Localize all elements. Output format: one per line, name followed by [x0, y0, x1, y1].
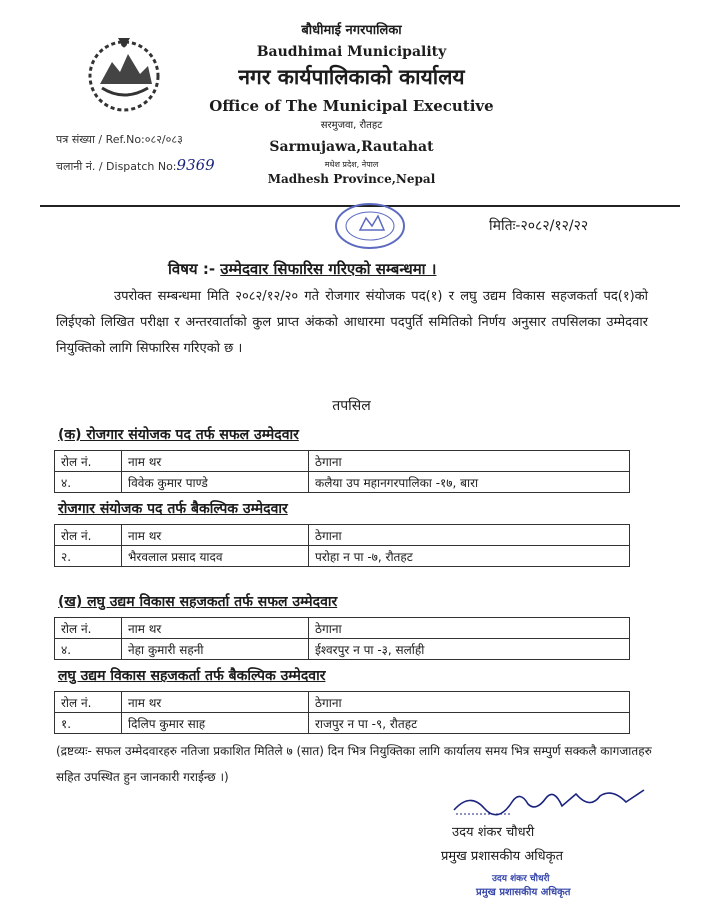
- cell-name: नेहा कुमारी सहनी: [122, 639, 309, 660]
- candidate-table-kha-success: [54, 617, 630, 660]
- handwritten-signature: [450, 782, 650, 818]
- dispatch-number: [56, 156, 215, 174]
- cell-name: विवेक कुमार पाण्डे: [122, 472, 309, 493]
- dispatch-label: चलानी नं. / Dispatch No:: [56, 160, 177, 173]
- cell-roll: ४.: [55, 472, 122, 493]
- header-name: नाम थर: [122, 692, 309, 713]
- office-name-en: Office of The Municipal Executive: [209, 97, 494, 115]
- header-roll: रोल नं.: [55, 525, 122, 546]
- office-stamp-icon: [332, 200, 408, 252]
- office-name-np: नगर कार्यपालिकाको कार्यालय: [238, 65, 465, 89]
- header-roll: रोल नं.: [55, 451, 122, 472]
- candidate-table-ka-alternate: [54, 524, 630, 567]
- section-title-kha-alternate: लघु उद्यम विकास सहजकर्ता तर्फ बैकल्पिक उम्मेदवार: [58, 668, 326, 684]
- section-title-ka-alternate: रोजगार संयोजक पद तर्फ बैकल्पिक उम्मेदवार: [58, 501, 288, 517]
- cell-name: दिलिप कुमार साह: [122, 713, 309, 734]
- section-title-ka-success: (क) रोजगार संयोजक पद तर्फ सफल उम्मेदवार: [58, 427, 299, 443]
- header-name: नाम थर: [122, 618, 309, 639]
- header-roll: रोल नं.: [55, 618, 122, 639]
- address-np: सरमुजवा, रौतहट: [320, 120, 383, 131]
- cell-address: राजपुर न पा -९, रौतहट: [309, 713, 630, 734]
- subject-text: उम्मेदवार सिफारिस गरिएको सम्बन्धमा ।: [220, 260, 437, 278]
- header-name: नाम थर: [122, 451, 309, 472]
- table-header-row: [55, 525, 630, 546]
- table-row: [55, 713, 630, 734]
- reference-number: [56, 132, 183, 147]
- cell-address: कलैया उप महानगरपालिका -१७, बारा: [309, 472, 630, 493]
- table-header-row: [55, 618, 630, 639]
- reference-label: पत्र संख्या / Ref.No:: [56, 133, 145, 146]
- reference-value: ०८२/०८३: [144, 133, 183, 146]
- tapasil-heading: तपसिल: [332, 398, 371, 414]
- table-row: [55, 472, 630, 493]
- table-row: [55, 639, 630, 660]
- candidate-table-ka-success: [54, 450, 630, 493]
- table-header-row: [55, 451, 630, 472]
- seal-signatory-name: उदय शंकर चौधरी: [492, 874, 550, 884]
- header-name: नाम थर: [122, 525, 309, 546]
- cell-address: ईश्वरपुर न पा -३, सर्लाही: [309, 639, 630, 660]
- table-header-row: [55, 692, 630, 713]
- header-roll: रोल नं.: [55, 692, 122, 713]
- subject-label: विषय :-: [168, 260, 216, 278]
- address-en: Sarmujawa,Rautahat: [269, 139, 434, 155]
- cell-roll: ४.: [55, 639, 122, 660]
- header-address: ठेगाना: [309, 525, 630, 546]
- seal-signatory-title: प्रमुख प्रशासकीय अधिकृत: [476, 887, 571, 898]
- candidate-table-kha-alternate: [54, 691, 630, 734]
- cell-name: भैरवलाल प्रसाद यादव: [122, 546, 309, 567]
- body-paragraph: उपरोक्त सम्बन्धमा मिति २०८२/१२/२० गते रोजगार संयोजक पद(१) र लघु उद्यम विकास सहजकर्ता पद(१)को लिईएको लिखित परीक्षा र अन्तरवार्ताको कुल प्राप्त अंकको आधारमा पदपुर्ति समितिको निर्णय अनुसार तपसिलका उम्मेदवार नियुक्तिको लागि सिफारिस गरिएको छ ।: [56, 289, 648, 356]
- cell-roll: २.: [55, 546, 122, 567]
- header-address: ठेगाना: [309, 692, 630, 713]
- header-address: ठेगाना: [309, 451, 630, 472]
- cell-roll: १.: [55, 713, 122, 734]
- signatory-title: प्रमुख प्रशासकीय अधिकृत: [441, 849, 564, 864]
- cell-address: परोहा न पा -७, रौतहट: [309, 546, 630, 567]
- province-np: मधेश प्रदेश, नेपाल: [324, 160, 379, 169]
- dispatch-value: 9369: [176, 156, 215, 174]
- municipality-name-en: Baudhimai Municipality: [256, 44, 447, 60]
- province-en: Madhesh Province,Nepal: [267, 172, 436, 186]
- subject-line: [168, 259, 436, 279]
- signatory-name: उदय शंकर चौधरी: [452, 825, 535, 840]
- note-paragraph: (द्रष्टव्यः- सफल उम्मेदवारहरु नतिजा प्रकाशित मितिले ७ (सात) दिन भित्र नियुक्तिका लागि कार्यालय समय भित्र सम्पुर्ण सक्कलै कागजातहरु सहित उपस्थित हुन जानकारी गराईन्छ ।): [56, 744, 652, 784]
- municipality-name-np: बौधीमाई नगरपालिका: [301, 23, 402, 38]
- letter-date: मितिः-२०८२/१२/२२: [489, 218, 589, 234]
- table-row: [55, 546, 630, 567]
- header-address: ठेगाना: [309, 618, 630, 639]
- section-title-kha-success: (ख) लघु उद्यम विकास सहजकर्ता तर्फ सफल उम्मेदवार: [58, 594, 338, 610]
